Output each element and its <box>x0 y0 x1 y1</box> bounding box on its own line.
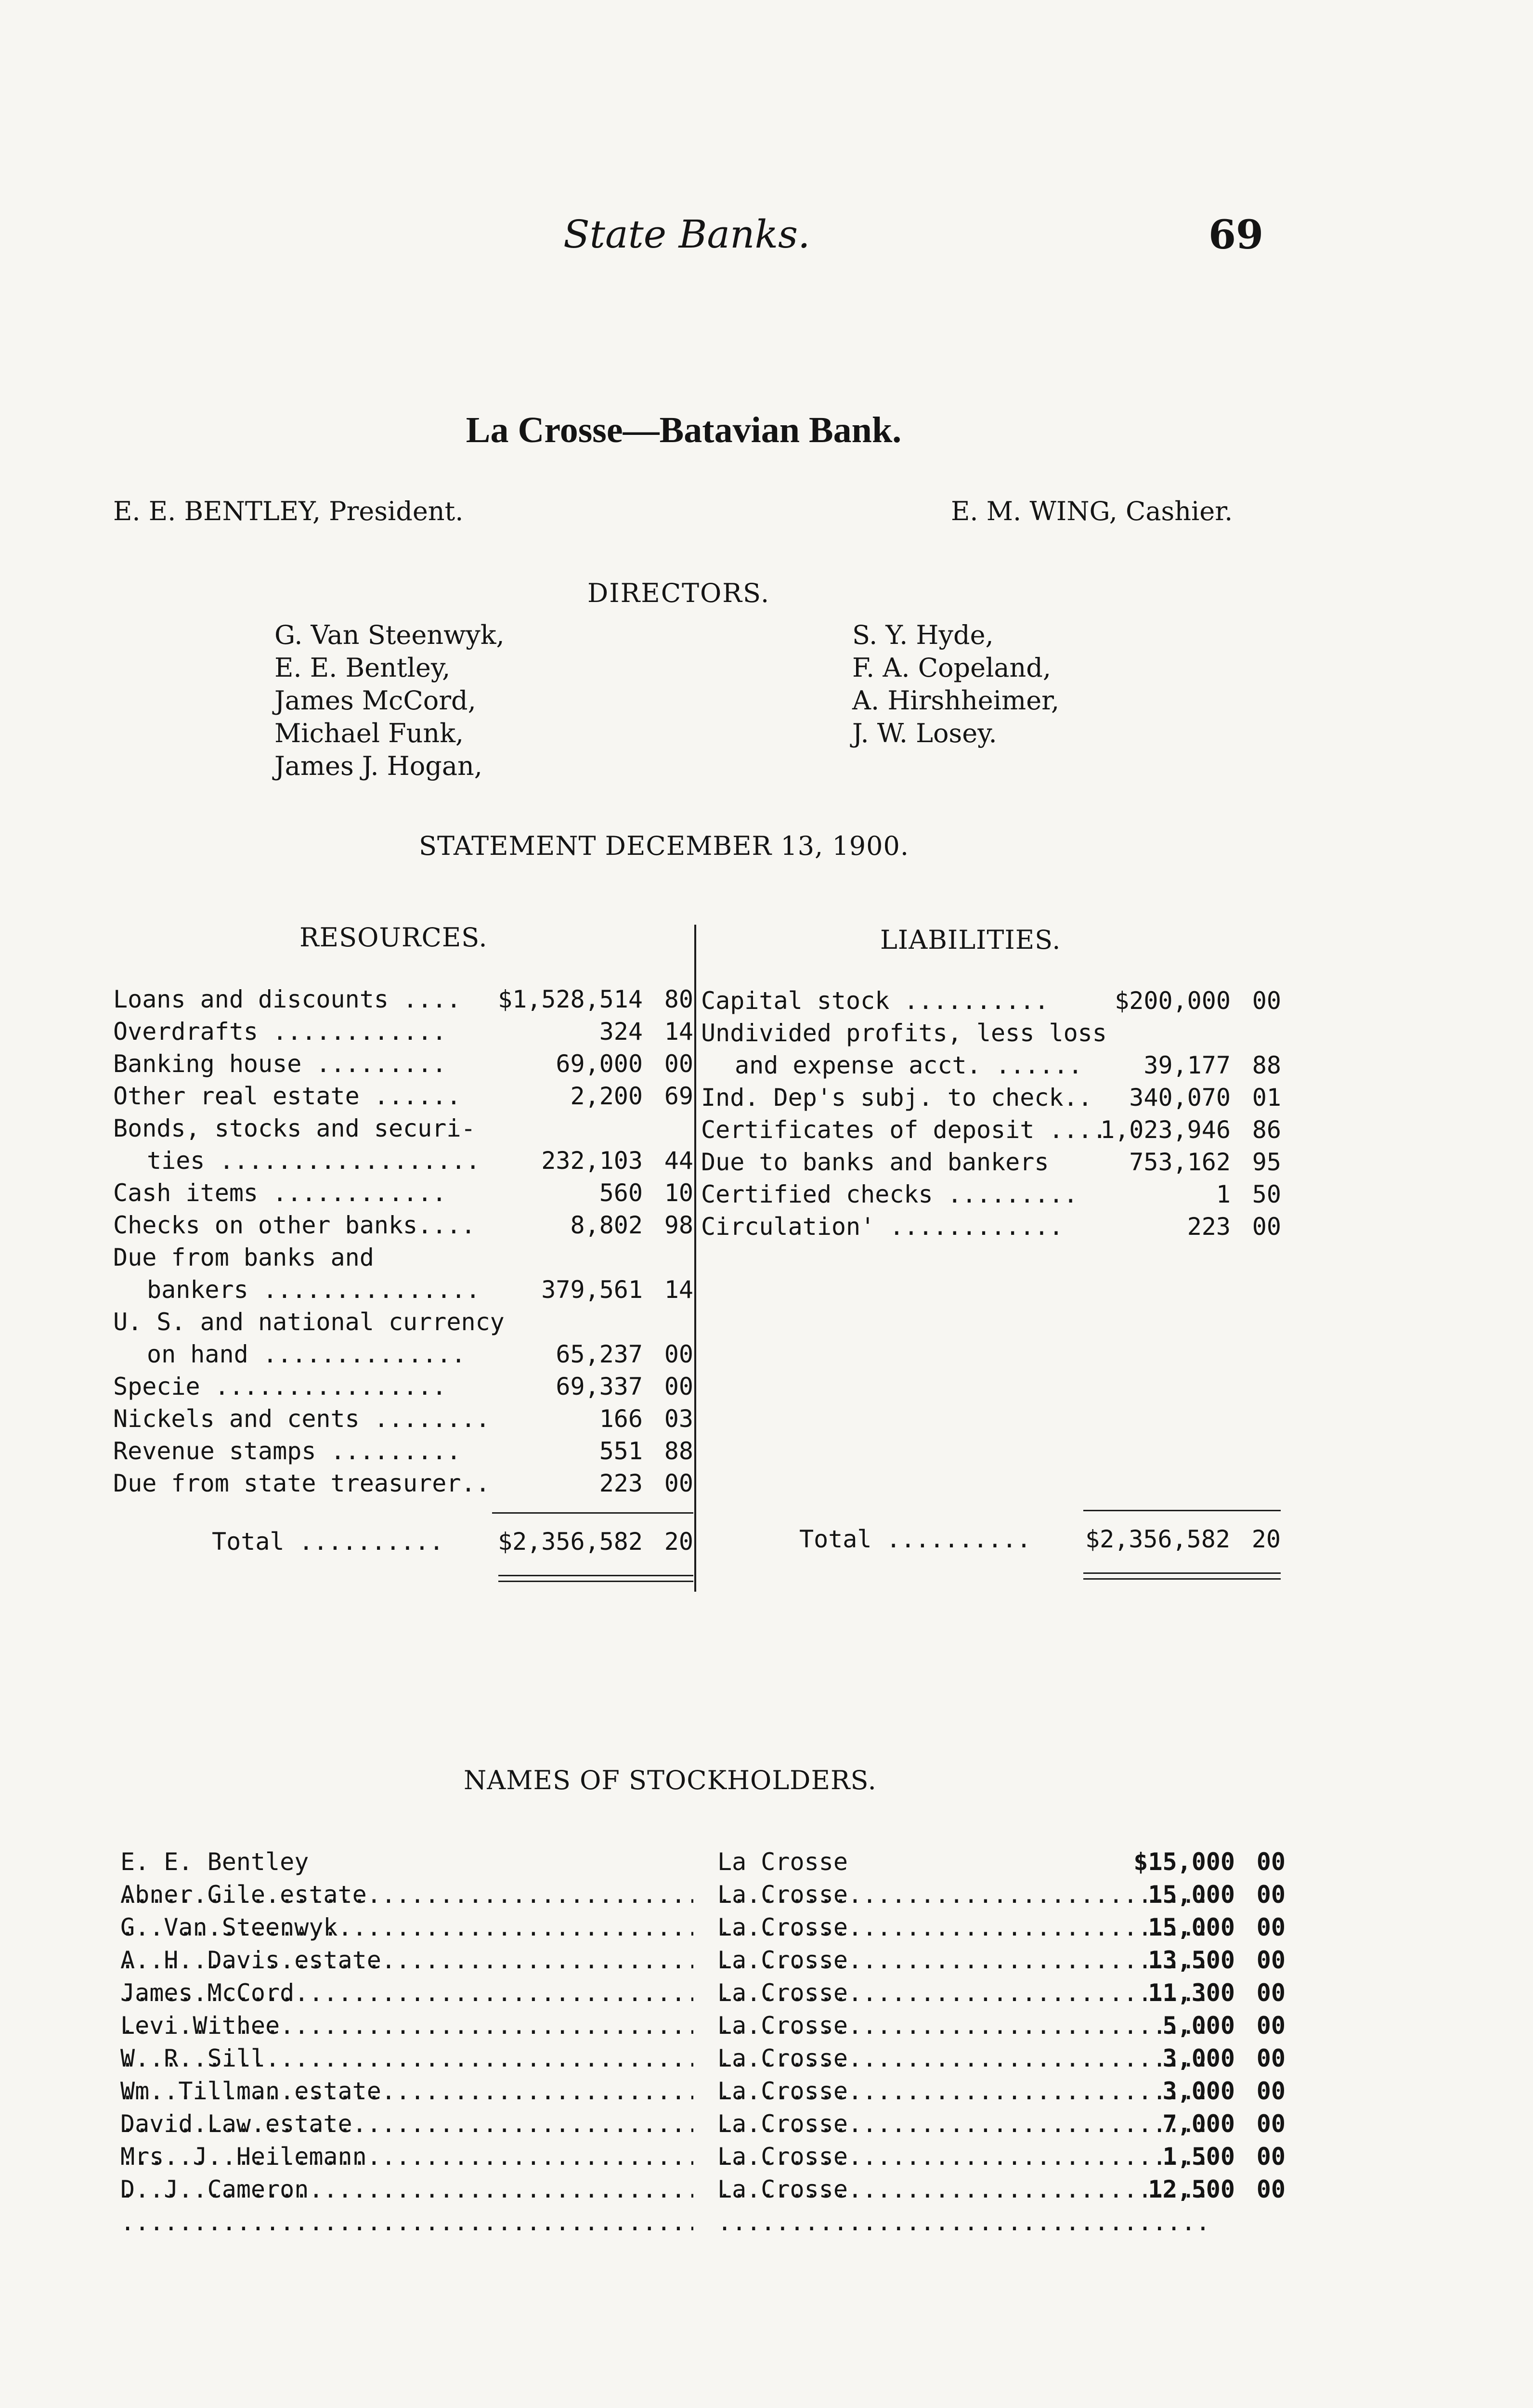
liabilities-row <box>701 1082 1281 1114</box>
liabilities-double-rule-top <box>1083 1572 1281 1574</box>
resources-cents: 00 <box>664 1469 693 1497</box>
resources-cents: 80 <box>664 985 693 1013</box>
bank-name: La Crosse—Batavian Bank. <box>466 410 902 450</box>
stockholder-name: Mrs. J. Heilemann ..... <box>120 2143 693 2203</box>
liabilities-heading: LIABILITIES. <box>880 925 1061 955</box>
stockholder-place-cell <box>717 2173 1208 2238</box>
director-name: G. Van Steenwyk, <box>274 620 505 650</box>
liabilities-cents: 88 <box>1252 1051 1281 1079</box>
liabilities-label: Ind. Dep's subj. to check.. <box>701 1084 1092 1112</box>
resources-label: Banking house ......... <box>113 1050 447 1078</box>
stockholder-name: D. J. Cameron ..... <box>120 2175 693 2236</box>
stockholder-cents: 00 <box>1256 1946 1286 1974</box>
stockholder-place: La Crosse ..... <box>717 1946 1208 2007</box>
stockholder-name: A. H. Davis estate ..... <box>120 1946 693 2007</box>
stockholder-cents: 00 <box>1256 1913 1286 1941</box>
stockholder-amount: 7,000 <box>1162 2110 1235 2138</box>
resources-amount: 69,000 <box>556 1050 643 1078</box>
stockholder-place: La Crosse ..... <box>717 2175 1208 2236</box>
director-name: E. E. Bentley, <box>274 653 451 683</box>
resources-cents: 00 <box>664 1050 693 1078</box>
director-name: F. A. Copeland, <box>852 653 1052 683</box>
liabilities-amount: $200,000 <box>1115 987 1231 1015</box>
liabilities-row <box>701 1114 1281 1146</box>
stockholder-row <box>120 2009 1286 2042</box>
directors-left-column <box>274 619 505 783</box>
liabilities-cents: 50 <box>1252 1180 1281 1208</box>
liabilities-label: Certificates of deposit .... <box>701 1116 1107 1144</box>
stockholder-name: E. E. Bentley ..... <box>120 1848 693 1909</box>
stockholder-cents: 00 <box>1256 2077 1286 2105</box>
liabilities-label: and expense acct. ...... <box>735 1051 1083 1079</box>
director-name: James J. Hogan, <box>274 751 482 781</box>
resources-total-label: Total .......... <box>212 1528 444 1556</box>
stockholder-name: Levi Withee ..... <box>120 2012 693 2072</box>
stockholder-amount: 1,500 <box>1162 2143 1235 2171</box>
column-divider <box>694 925 696 1592</box>
liabilities-row <box>701 1146 1281 1178</box>
resources-row <box>113 1145 693 1177</box>
resources-label: Cash items ............ <box>113 1179 447 1207</box>
resources-cents: 88 <box>664 1437 693 1465</box>
director-name: Michael Funk, <box>274 718 464 748</box>
stockholder-place: La Crosse ..... <box>717 1881 1208 1941</box>
resources-cents: 00 <box>664 1340 693 1368</box>
liabilities-amount: 340,070 <box>1129 1084 1231 1112</box>
liabilities-amount: 223 <box>1187 1213 1231 1241</box>
stockholder-place: La Crosse ..... <box>717 1913 1208 1974</box>
resources-row <box>113 1016 693 1048</box>
resources-row <box>113 983 693 1016</box>
stockholder-cents: 00 <box>1256 2143 1286 2171</box>
resources-total-cents: 20 <box>664 1528 693 1556</box>
resources-amount: 379,561 <box>541 1276 643 1304</box>
liabilities-cents: 86 <box>1252 1116 1281 1144</box>
liabilities-cents: 95 <box>1252 1148 1281 1176</box>
resources-row <box>113 1467 693 1500</box>
resources-label: ties .................. <box>147 1147 481 1175</box>
resources-row <box>113 1274 693 1306</box>
resources-amount: 8,802 <box>570 1211 643 1239</box>
stockholder-name: Abner Gile estate ..... <box>120 1881 693 1941</box>
liabilities-row <box>701 1211 1281 1243</box>
liabilities-row <box>701 1178 1281 1211</box>
stockholder-amount: 11,300 <box>1148 1979 1235 2007</box>
resources-label: Revenue stamps ......... <box>113 1437 461 1465</box>
liabilities-subtotal-rule <box>1083 1510 1281 1511</box>
resources-row <box>113 1177 693 1209</box>
resources-cents: 69 <box>664 1082 693 1110</box>
stockholder-row <box>120 1878 1286 1911</box>
resources-label: on hand .............. <box>147 1340 466 1368</box>
stockholder-name: W. R. Sill ..... <box>120 2044 693 2105</box>
liabilities-amount: 39,177 <box>1143 1051 1231 1079</box>
resources-row <box>113 1080 693 1112</box>
liabilities-row <box>701 1017 1281 1049</box>
director-name: J. W. Losey. <box>852 718 997 748</box>
stockholder-cents: 00 <box>1256 2044 1286 2072</box>
resources-label: Nickels and cents ........ <box>113 1405 490 1433</box>
resources-cents: 00 <box>664 1373 693 1400</box>
stockholder-row <box>120 1976 1286 2009</box>
stockholder-place: La Crosse ..... <box>717 2110 1208 2171</box>
stockholder-cents: 00 <box>1256 1979 1286 2007</box>
stockholder-cents: 00 <box>1256 1848 1286 1876</box>
resources-amount: 232,103 <box>541 1147 643 1175</box>
resources-amount: 551 <box>599 1437 643 1465</box>
resources-label: Due from state treasurer.. <box>113 1469 490 1497</box>
liabilities-label: Circulation' ............ <box>701 1213 1064 1241</box>
stockholder-name: James McCord ..... <box>120 1979 693 2040</box>
stockholder-amount: 15,000 <box>1148 1913 1235 1941</box>
stockholder-cents: 00 <box>1256 2012 1286 2040</box>
resources-row <box>113 1306 693 1338</box>
resources-amount: $1,528,514 <box>497 985 643 1013</box>
resources-row <box>113 1242 693 1274</box>
resources-ledger <box>113 983 693 1500</box>
stockholder-cents: 00 <box>1256 2175 1286 2203</box>
resources-cents: 14 <box>664 1018 693 1046</box>
resources-amount: 2,200 <box>570 1082 643 1110</box>
resources-amount: 65,237 <box>556 1340 643 1368</box>
stockholder-place: La Crosse ..... <box>717 2012 1208 2072</box>
stockholder-name: Wm. Tillman estate ..... <box>120 2077 693 2138</box>
liabilities-amount: 1 <box>1216 1180 1231 1208</box>
resources-amount: 166 <box>599 1405 643 1433</box>
resources-amount: 324 <box>599 1018 643 1046</box>
resources-double-rule-top <box>498 1575 693 1576</box>
stockholder-place: La Crosse ..... <box>717 2143 1208 2203</box>
liabilities-total-row <box>799 1523 1281 1556</box>
stockholder-name-cell <box>120 2173 693 2238</box>
liabilities-cents: 01 <box>1252 1084 1281 1112</box>
resources-cents: 10 <box>664 1179 693 1207</box>
liabilities-total-amount: $2,356,582 <box>1085 1525 1230 1553</box>
resources-cents: 98 <box>664 1211 693 1239</box>
liabilities-total-label: Total .......... <box>799 1525 1031 1553</box>
resources-label: Due from banks and <box>113 1243 374 1271</box>
resources-label: Other real estate ...... <box>113 1082 461 1110</box>
liabilities-amount: 1,023,946 <box>1100 1116 1231 1144</box>
stockholder-amount: 3,000 <box>1162 2077 1235 2105</box>
statement-title: STATEMENT DECEMBER 13, 1900. <box>419 831 909 861</box>
resources-total-row <box>212 1526 693 1558</box>
director-name: A. Hirshheimer, <box>852 685 1060 716</box>
resources-label: bankers ............... <box>147 1276 481 1304</box>
liabilities-row <box>701 985 1281 1017</box>
liabilities-double-rule-bottom <box>1083 1578 1281 1580</box>
stockholder-amount: 13,500 <box>1148 1946 1235 1974</box>
liabilities-label: Undivided profits, less loss <box>701 1019 1107 1047</box>
resources-row <box>113 1435 693 1467</box>
resources-label: Loans and discounts .... <box>113 985 461 1013</box>
director-name: S. Y. Hyde, <box>852 620 994 650</box>
liabilities-label: Capital stock .......... <box>701 987 1049 1015</box>
stockholder-row <box>120 2042 1286 2075</box>
resources-label: Specie ................ <box>113 1373 447 1400</box>
cashier: E. M. WING, Cashier. <box>951 496 1233 526</box>
resources-row <box>113 1403 693 1435</box>
stockholder-row <box>120 2173 1286 2206</box>
resources-heading: RESOURCES. <box>299 922 488 953</box>
resources-amount: 69,337 <box>556 1373 643 1400</box>
resources-cents: 44 <box>664 1147 693 1175</box>
liabilities-row <box>701 1049 1281 1082</box>
liabilities-label: Certified checks ......... <box>701 1180 1078 1208</box>
stockholder-amount: 5,000 <box>1162 2012 1235 2040</box>
stockholder-place: La Crosse ..... <box>717 1848 1208 1909</box>
stockholder-row <box>120 2075 1286 2107</box>
stockholder-row <box>120 1944 1286 1976</box>
resources-row <box>113 1338 693 1371</box>
page-number: 69 <box>1208 212 1264 258</box>
resources-cents: 14 <box>664 1276 693 1304</box>
directors-heading: DIRECTORS. <box>587 578 770 608</box>
directors-right-column <box>852 619 1059 750</box>
stockholder-cents: 00 <box>1256 2110 1286 2138</box>
resources-label: Checks on other banks.... <box>113 1211 476 1239</box>
liabilities-amount: 753,162 <box>1129 1148 1231 1176</box>
stockholder-row <box>120 1845 1286 1878</box>
stockholder-row <box>120 2107 1286 2140</box>
stockholder-row <box>120 2140 1286 2173</box>
stockholder-name: G. Van Steenwyk ..... <box>120 1913 693 1974</box>
resources-cents: 03 <box>664 1405 693 1433</box>
president: E. E. BENTLEY, President. <box>113 496 464 526</box>
liabilities-ledger <box>701 985 1281 1243</box>
stockholder-amount: $15,000 <box>1133 1848 1235 1876</box>
resources-double-rule-bottom <box>498 1581 693 1582</box>
resources-row <box>113 1112 693 1145</box>
resources-row <box>113 1048 693 1080</box>
resources-row <box>113 1209 693 1242</box>
liabilities-label: Due to banks and bankers <box>701 1148 1049 1176</box>
liabilities-cents: 00 <box>1252 1213 1281 1241</box>
stockholder-cents: 00 <box>1256 1881 1286 1909</box>
stockholder-place: La Crosse ..... <box>717 2077 1208 2138</box>
resources-row <box>113 1371 693 1403</box>
resources-label: U. S. and national currency <box>113 1308 505 1336</box>
stockholders-heading: NAMES OF STOCKHOLDERS. <box>464 1765 877 1795</box>
resources-label: Bonds, stocks and securi- <box>113 1114 476 1142</box>
director-name: James McCord, <box>274 685 476 716</box>
stockholder-row <box>120 1911 1286 1944</box>
liabilities-cents: 00 <box>1252 987 1281 1015</box>
stockholder-name: David Law estate ..... <box>120 2110 693 2171</box>
stockholder-amount: 12,500 <box>1148 2175 1235 2203</box>
resources-subtotal-rule <box>492 1512 693 1514</box>
resources-label: Overdrafts ............ <box>113 1018 447 1046</box>
stockholder-amount: 15,000 <box>1148 1881 1235 1909</box>
resources-total-amount: $2,356,582 <box>497 1528 643 1556</box>
liabilities-total-cents: 20 <box>1251 1525 1281 1553</box>
running-title: State Banks. <box>563 212 810 257</box>
stockholder-place: La Crosse ..... <box>717 1979 1208 2040</box>
stockholder-amount: 3,000 <box>1162 2044 1235 2072</box>
stockholder-place: La Crosse ..... <box>717 2044 1208 2105</box>
resources-amount: 560 <box>599 1179 643 1207</box>
resources-amount: 223 <box>599 1469 643 1497</box>
stockholders-list <box>120 1845 1286 2206</box>
